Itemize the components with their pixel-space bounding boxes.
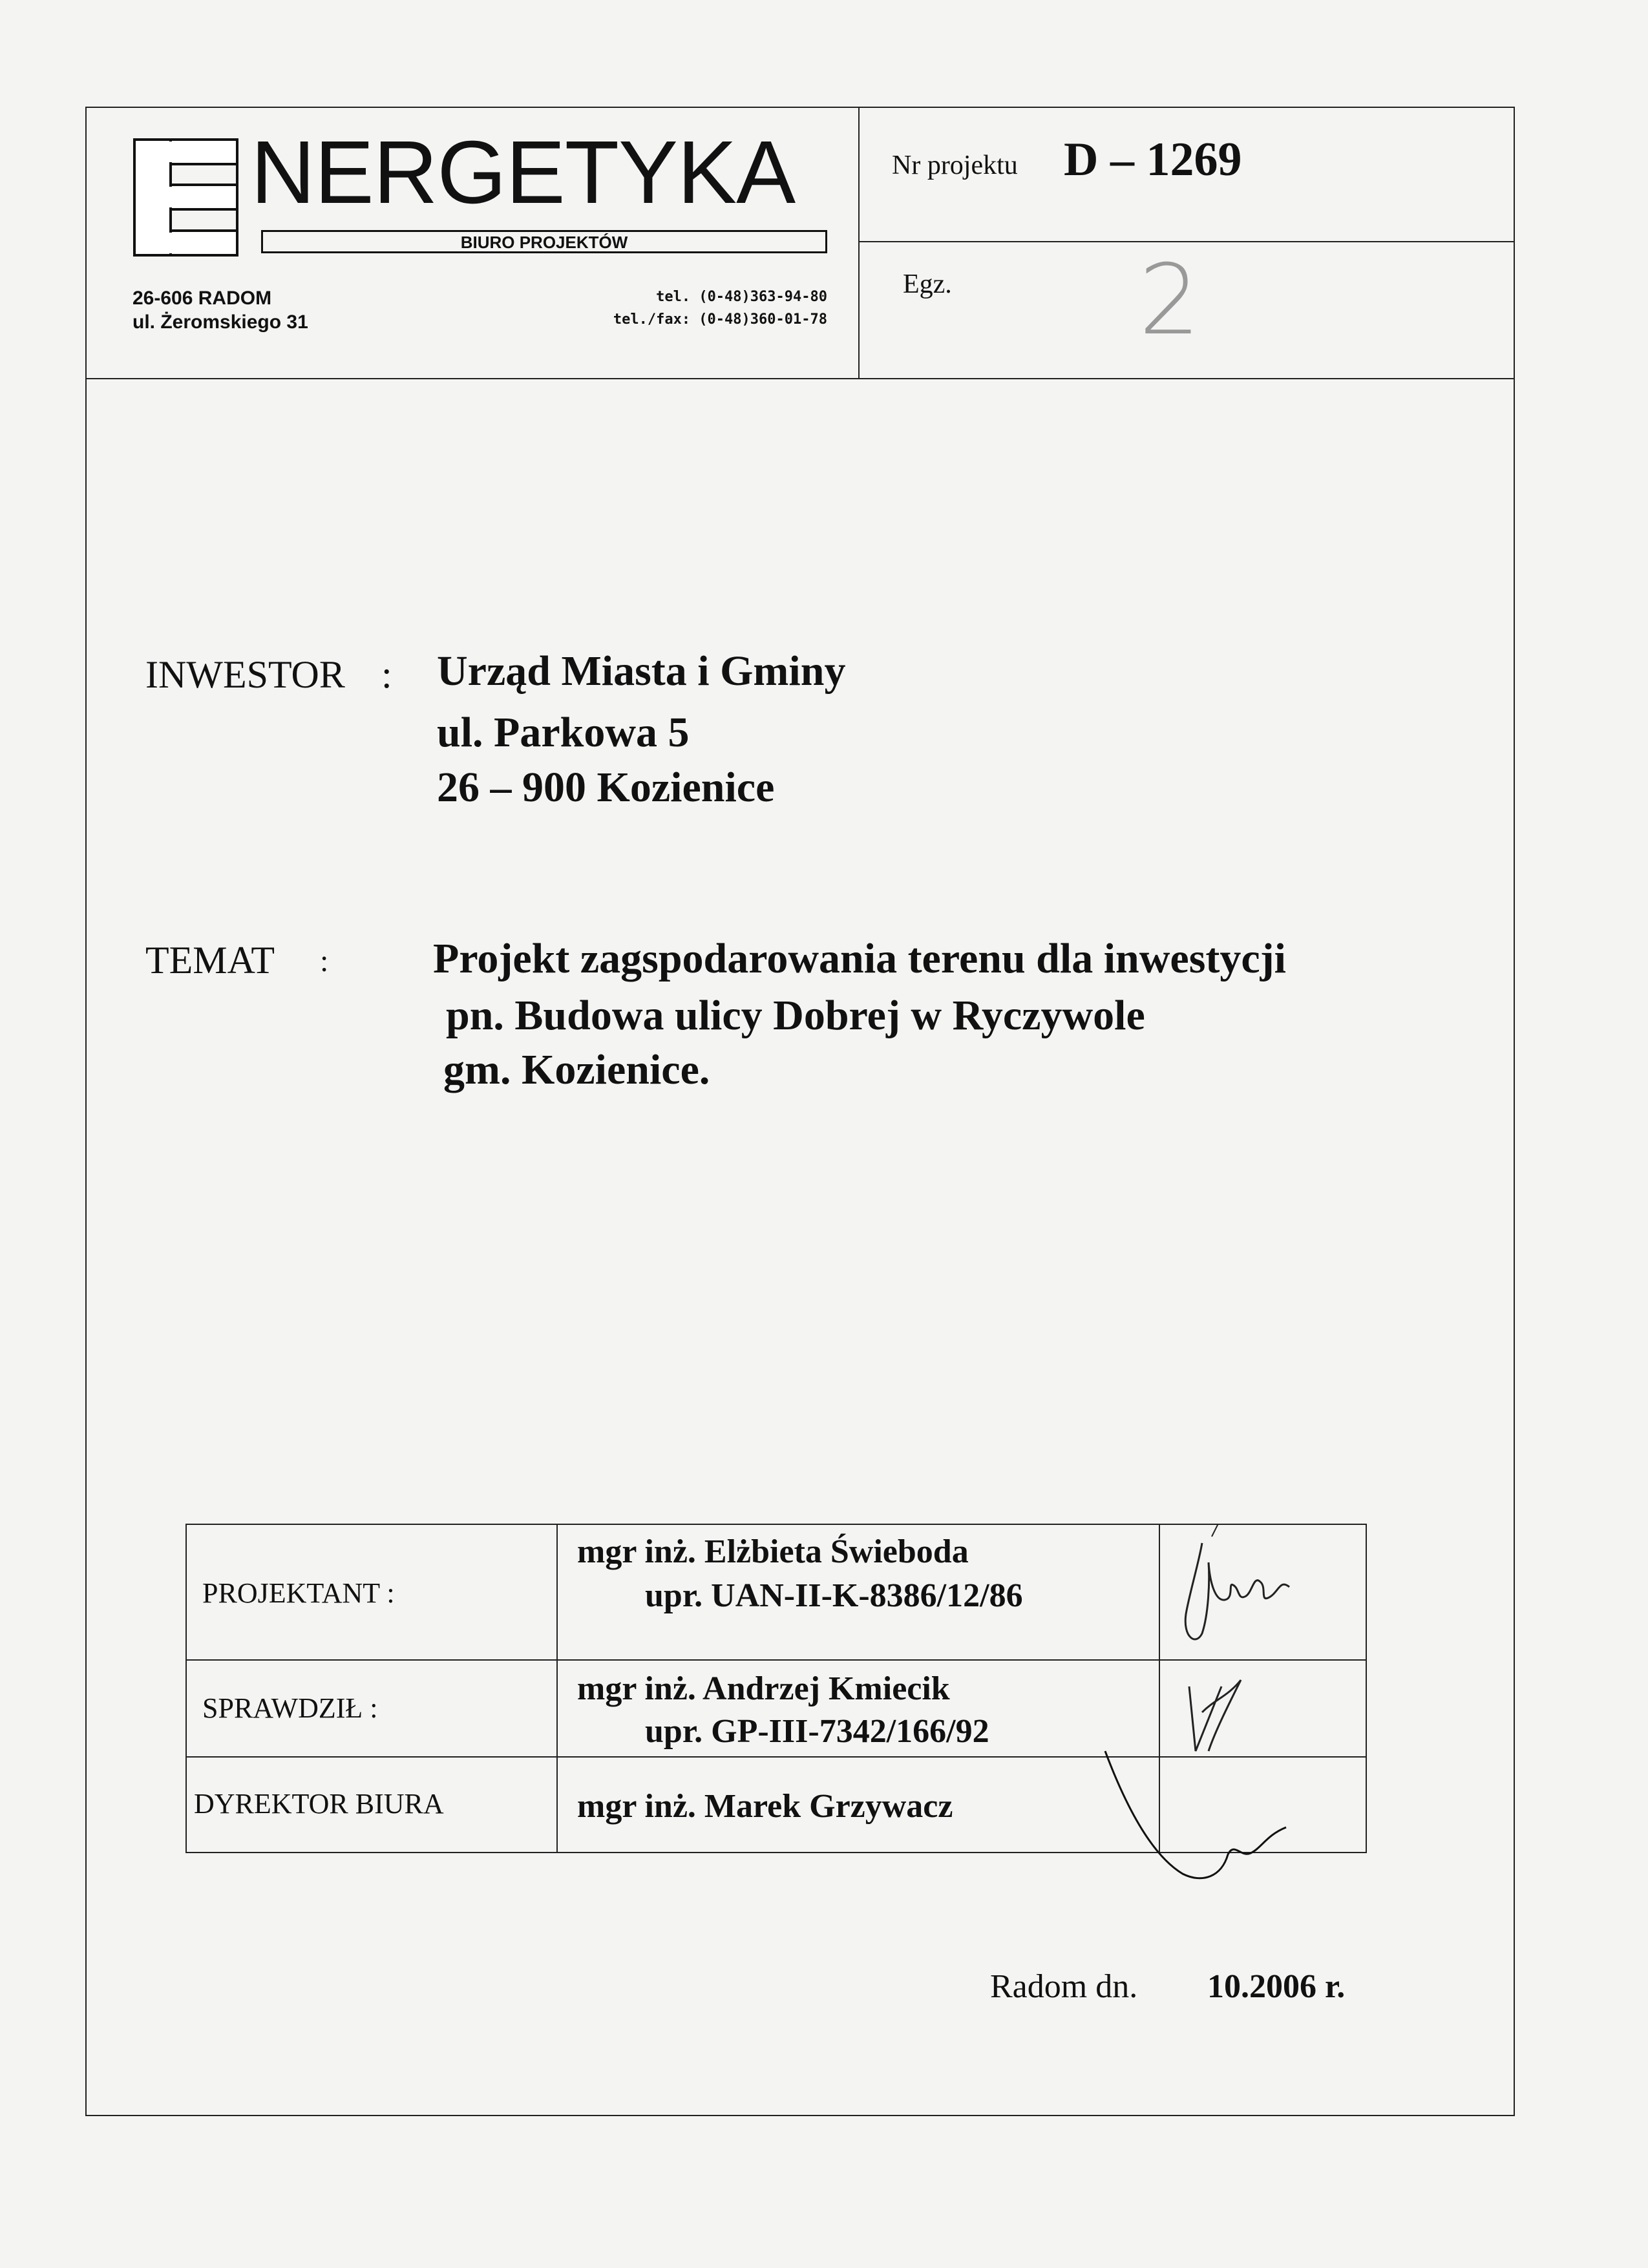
approval-name-director: mgr inż. Marek Grzywacz xyxy=(577,1788,953,1825)
approval-role-director: DYREKTOR BIURA xyxy=(194,1788,444,1820)
phone-line-1: tel. (0-48)363-94-80 xyxy=(656,289,827,305)
address-line-2: ul. Żeromskiego 31 xyxy=(132,311,308,333)
approval-license-designer: upr. UAN-II-K-8386/12/86 xyxy=(645,1577,1023,1614)
approval-role-designer: PROJEKTANT : xyxy=(202,1577,395,1609)
signature-designer xyxy=(1163,1524,1357,1659)
copy-label: Egz. xyxy=(903,269,952,299)
copy-number: 2 xyxy=(1139,244,1201,357)
subject-separator: : xyxy=(320,944,329,978)
signature-director xyxy=(1092,1745,1312,1893)
footer-date: 10.2006 r. xyxy=(1207,1968,1346,2005)
approval-license-checker: upr. GP-III-7342/166/92 xyxy=(645,1713,989,1750)
investor-line-3: 26 – 900 Kozienice xyxy=(437,764,775,811)
approval-role-checker: SPRAWDZIŁ : xyxy=(202,1692,378,1724)
signature-checker xyxy=(1163,1661,1293,1758)
investor-separator: : xyxy=(381,653,392,696)
project-number: D – 1269 xyxy=(1064,133,1242,186)
company-logo-icon xyxy=(132,138,239,257)
address-line-1: 26-606 RADOM xyxy=(132,288,272,309)
approval-name-checker: mgr inż. Andrzej Kmiecik xyxy=(577,1670,950,1707)
investor-label: INWESTOR xyxy=(145,653,345,696)
header-divider-vertical xyxy=(858,107,860,378)
company-subtitle: BIURO PROJEKTÓW xyxy=(460,233,628,252)
subject-line-3: gm. Kozienice. xyxy=(443,1046,710,1093)
project-number-label: Nr projektu xyxy=(892,151,1018,180)
company-name: NERGETYKA xyxy=(251,123,796,222)
header-divider-right xyxy=(858,241,1515,242)
subject-line-2: pn. Budowa ulicy Dobrej w Ryczywole xyxy=(446,992,1145,1039)
phone-line-2: tel./fax: (0-48)360-01-78 xyxy=(613,311,827,328)
approval-name-designer: mgr inż. Elżbieta Świeboda xyxy=(577,1533,969,1570)
investor-line-1: Urząd Miasta i Gminy xyxy=(437,647,846,695)
footer-place: Radom dn. xyxy=(990,1968,1138,2005)
subject-line-1: Projekt zagspodarowania terenu dla inwestycji xyxy=(433,935,1286,982)
subject-label: TEMAT xyxy=(145,939,275,982)
header-bottom-rule xyxy=(85,378,1515,379)
investor-line-2: ul. Parkowa 5 xyxy=(437,709,690,756)
